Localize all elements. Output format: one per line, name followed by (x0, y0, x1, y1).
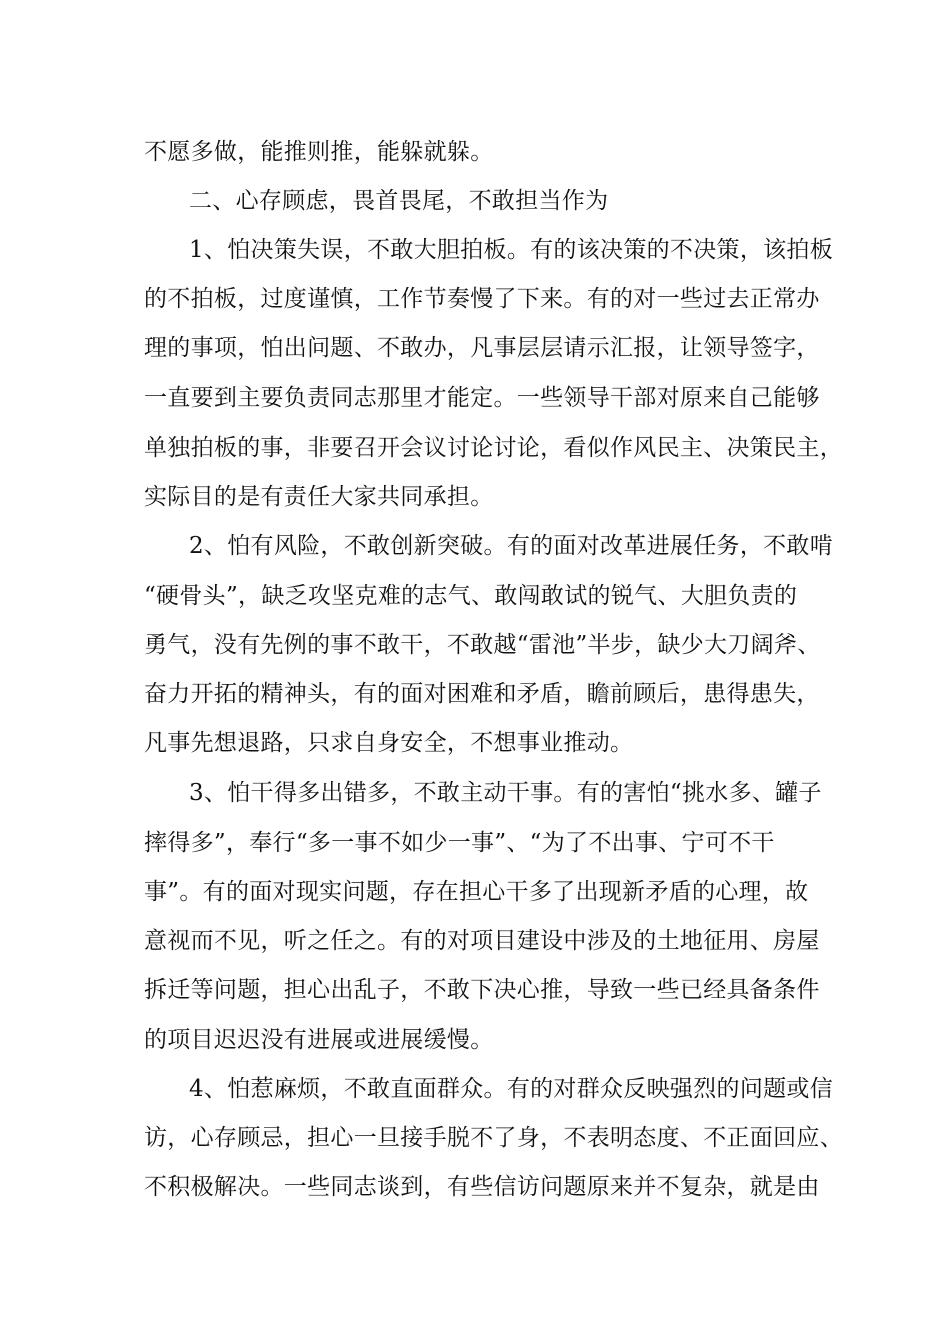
text-line: “硬骨头”，缺乏攻坚克难的志气、敢闯敢试的锐气、大胆负责的 (144, 583, 798, 609)
text-line: 意视而不见，听之任之。有的对项目建设中涉及的土地征用、房屋 (144, 928, 820, 954)
text-line: 事”。有的面对现实问题，存在担心干多了出现新矛盾的心理，故 (144, 879, 809, 905)
text-line: 勇气，没有先例的事不敢干，不敢越“雷池”半步，缺少大刀阔斧、 (144, 632, 821, 658)
text-line: 不愿多做，能推则推，能躲就躲。 (144, 139, 494, 165)
text-line: 1、怕决策失误，不敢大胆拍板。有的该决策的不决策，该拍板 (189, 237, 834, 263)
text-line: 拆迁等问题，担心出乱子，不敢下决心推，导致一些已经具备条件 (144, 977, 820, 1003)
text-line: 的项目迟迟没有进展或进展缓慢。 (144, 1027, 494, 1053)
text-line: 实际目的是有责任大家共同承担。 (144, 484, 494, 510)
section-heading: 二、心存顾虑，畏首畏尾，不敢担当作为 (189, 188, 609, 214)
text-line: 一直要到主要负责同志那里才能定。一些领导干部对原来自己能够 (144, 385, 820, 411)
text-line: 理的事项，怕出问题、不敢办，凡事层层请示汇报，让领导签字， (144, 335, 820, 361)
text-line: 4、怕惹麻烦，不敢直面群众。有的对群众反映强烈的问题或信 (189, 1076, 834, 1102)
text-line: 凡事先想退路，只求自身安全，不想事业推动。 (144, 730, 634, 756)
text-line: 摔得多”，奉行“多一事不如少一事”、“为了不出事、宁可不干 (144, 830, 775, 856)
text-line: 的不拍板，过度谨慎，工作节奏慢了下来。有的对一些过去正常办 (144, 286, 820, 312)
text-line: 不积极解决。一些同志谈到，有些信访问题原来并不复杂，就是由 (144, 1174, 820, 1200)
text-line: 奋力开拓的精神头，有的面对困难和矛盾，瞻前顾后，患得患失， (144, 681, 820, 707)
text-line: 3、怕干得多出错多，不敢主动干事。有的害怕“挑水多、罐子 (189, 780, 822, 806)
text-line: 单独拍板的事，非要召开会议讨论讨论，看似作风民主、决策民主， (144, 435, 843, 461)
text-line: 访，心存顾忌，担心一旦接手脱不了身，不表明态度、不正面回应、 (144, 1125, 843, 1151)
text-line: 2、怕有风险，不敢创新突破。有的面对改革进展任务，不敢啃 (189, 533, 834, 559)
